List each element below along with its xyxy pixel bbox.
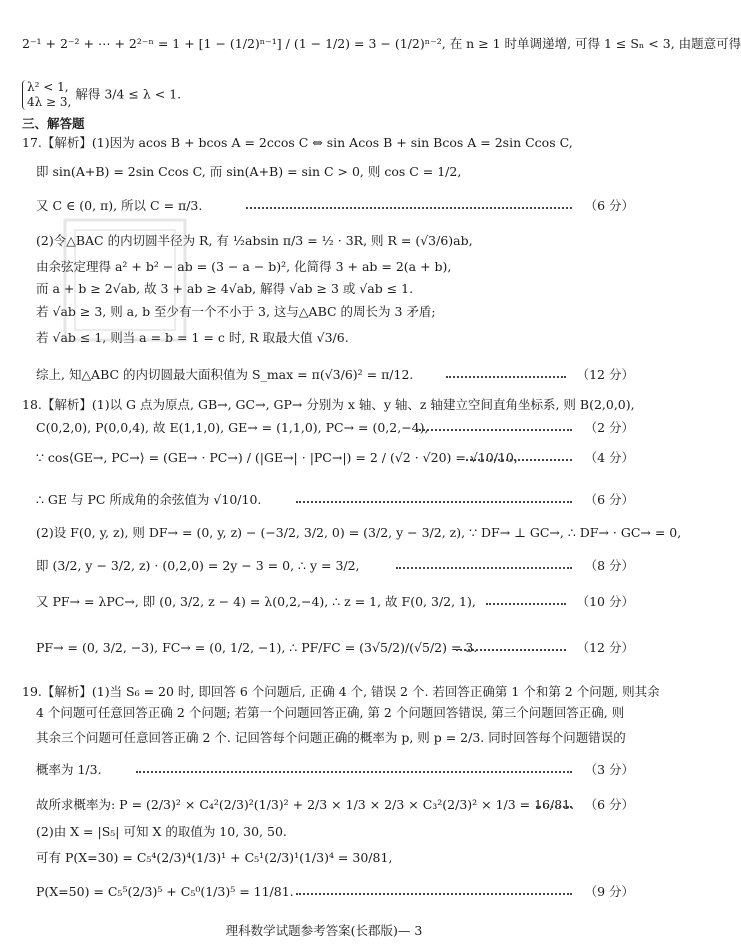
text-line (22, 36, 741, 52)
q18-line-3-text: ∵ cos⟨GE→, PC→⟩ = (GE→ · PC→) / (|GE→| · |PC→|) = 2 / (√2 · √20) = √10/10, (36, 450, 518, 465)
q17-line-7: 若 √ab ≥ 3, 则 a, b 至少有一个不小于 3, 这与△ABC 的周长为 3 矛盾; (36, 304, 436, 319)
score-label: （10 分） (576, 594, 634, 609)
inequality-2: 4λ ≥ 3, (27, 95, 72, 109)
leader-dots (456, 649, 566, 651)
leader-dots (486, 603, 566, 605)
score-label: （6 分） (584, 492, 634, 507)
page-footer: 理科数学试题参考答案(长郡版)— 3 (225, 923, 423, 938)
q17-line-9-text: 综上, 知△ABC 的内切圆最大面积值为 S_max = π(√3/6)² = π/12. (36, 367, 414, 382)
q17-line-4: (2)令△BAC 的内切圆半径为 R, 有 ½absin π/3 = ½ · 3R, 则 R = (√3/6)ab, (36, 233, 473, 248)
q19-line-8-text: P(X=50) = C₅⁵(2/3)⁵ + C₅⁰(1/3)⁵ = 11/81. (36, 884, 294, 899)
q17-line-6: 而 a + b ≥ 2√ab, 故 3 + ab ≥ 4√ab, 解得 √ab ≥ 3 或 √ab ≤ 1. (36, 281, 414, 296)
solution-text: 解得 3/4 ≤ λ < 1. (75, 86, 182, 102)
leader-dots (396, 567, 572, 569)
score-label: （8 分） (584, 558, 634, 573)
score-label: （12 分） (576, 367, 634, 382)
q17-line-2: 即 sin(A+B) = 2sin Ccos C, 而 sin(A+B) = sin C > 0, 则 cos C = 1/2, (36, 164, 462, 179)
inequality-system (22, 80, 634, 110)
q18-line-8-text: PF→ = (0, 3/2, −3), FC→ = (0, 1/2, −1), ∴ PF/FC = (3√5/2)/(√5/2) = 3. (36, 640, 478, 655)
leader-dots (536, 806, 572, 808)
leader-dots (296, 501, 572, 503)
q18-line-2-text: C(0,2,0), P(0,0,4), 故 E(1,1,0), GE→ = (1,1,0), PC→ = (0,2,−4), (36, 420, 429, 435)
brace-system (22, 80, 71, 110)
series-sum-text: 2⁻¹ + 2⁻² + ⋯ + 2²⁻ⁿ = 1 + [1 − (1/2)ⁿ⁻¹] / (1 − 1/2) = 3 − (1/2)ⁿ⁻², 在 n ≥ 1 时单调递增, 可得 1 ≤ Sₙ < 3, 由题意可得 (22, 36, 741, 51)
score-label: （4 分） (584, 450, 634, 465)
q19-line-6: (2)由 X = |S₅| 可知 X 的取值为 10, 30, 50. (36, 824, 287, 839)
score-label: （9 分） (584, 884, 634, 899)
leader-dots (416, 429, 572, 431)
leader-dots (446, 376, 566, 378)
leader-dots (296, 893, 572, 895)
leader-dots (136, 771, 572, 773)
q19-line-4-text: 概率为 1/3. (36, 762, 102, 777)
q18-line-4-text: ∴ GE 与 PC 所成角的余弦值为 √10/10. (36, 492, 262, 507)
section-heading: 三、解答题 (22, 116, 85, 131)
q19-line-1: 19.【解析】(1)当 S₆ = 20 时, 即回答 6 个问题后, 正确 4 个, 错误 2 个. 若回答正确第 1 个和第 2 个问题, 则其余 (22, 684, 660, 699)
q17-line-1: 17.【解析】(1)因为 acos B + bcos A = 2ccos C ⇔ sin Acos B + sin Bcos A = 2sin Ccos C, (22, 135, 573, 150)
q19-line-3: 其余三个问题可任意回答正确 2 个. 记回答每个问题正确的概率为 p, 则 p = 2/3. 同时回答每个问题错误的 (36, 730, 626, 745)
q19-line-5-text: 故所求概率为: P = (2/3)² × C₄²(2/3)²(1/3)² + 2/3 × 1/3 × 2/3 × C₃²(2/3)² × 1/3 = 16/81. (36, 797, 575, 812)
score-label: （6 分） (584, 198, 634, 213)
q17-line-3-text: 又 C ∈ (0, π), 所以 C = π/3. (36, 198, 203, 213)
q18-line-7-text: 又 PF→ = λPC→, 即 (0, 3/2, z − 4) = λ(0,2,−4), ∴ z = 1, 故 F(0, 3/2, 1), (36, 594, 476, 609)
q19-line-7: 可有 P(X=30) = C₅⁴(2/3)⁴(1/3)¹ + C₅¹(2/3)¹(1/3)⁴ = 30/81, (36, 850, 393, 865)
q19-line-2: 4 个问题可任意回答正确 2 个问题; 若第一个问题回答正确, 第 2 个问题回答错误, 第三个问题回答正确, 则 (36, 705, 625, 720)
score-label: （6 分） (584, 797, 634, 812)
q18-line-5: (2)设 F(0, y, z), 则 DF→ = (0, y, z) − (−3/2, 3/2, 0) = (3/2, y − 3/2, z), ∵ DF→ ⊥ GC→, ∴ DF→ · GC→ = 0, (36, 525, 682, 540)
leader-dots (246, 207, 572, 209)
q18-line-6-text: 即 (3/2, y − 3/2, z) · (0,2,0) = 2y − 3 = 0, ∴ y = 3/2, (36, 558, 360, 573)
score-label: （12 分） (576, 640, 634, 655)
score-label: （2 分） (584, 420, 634, 435)
score-label: （3 分） (584, 762, 634, 777)
leader-dots (466, 459, 572, 461)
inequality-1: λ² < 1, (27, 80, 69, 94)
q17-line-5: 由余弦定理得 a² + b² − ab = (3 − a − b)², 化简得 3 + ab = 2(a + b), (36, 259, 452, 274)
q18-line-1: 18.【解析】(1)以 G 点为原点, GB→, GC→, GP→ 分别为 x 轴、y 轴、z 轴建立空间直角坐标系, 则 B(2,0,0), (22, 397, 635, 412)
q17-line-8: 若 √ab ≤ 1, 则当 a = b = 1 = c 时, R 取最大值 √3/6. (36, 330, 349, 345)
